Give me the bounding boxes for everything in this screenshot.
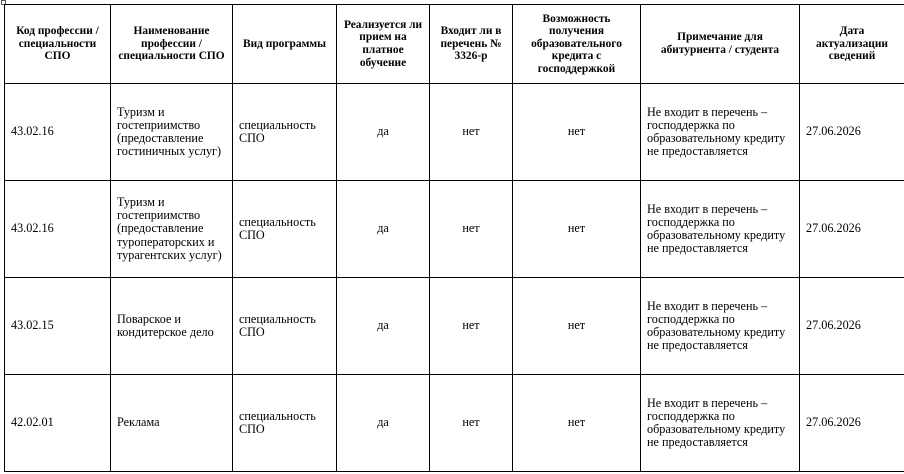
cell-paid: да [337, 375, 430, 472]
programs-table [4, 4, 904, 472]
cell-in-list: нет [430, 375, 513, 472]
cell-code: 43.02.15 [5, 278, 111, 375]
cell-program: специальность СПО [233, 375, 337, 472]
cell-credit: нет [513, 278, 641, 375]
table-row [5, 84, 904, 181]
cell-paid: да [337, 84, 430, 181]
cell-credit: нет [513, 181, 641, 278]
cell-paid: да [337, 278, 430, 375]
header-name: Наименование профессии / специальности СПО [111, 5, 233, 84]
cell-program: специальность СПО [233, 84, 337, 181]
cell-name: Поварское и кондитерское дело [111, 278, 233, 375]
cell-credit: нет [513, 375, 641, 472]
header-program: Вид программы [233, 5, 337, 84]
header-paid: Реализуется ли прием на платное обучение [337, 5, 430, 84]
cell-note: Не входит в перечень – господдержка по образовательному кредиту не предоставляется [641, 84, 800, 181]
cell-program: специальность СПО [233, 181, 337, 278]
table-row [5, 375, 904, 472]
cell-note: Не входит в перечень – господдержка по образовательному кредиту не предоставляется [641, 181, 800, 278]
cell-date: 27.06.2026 [800, 375, 904, 472]
header-row [5, 5, 904, 84]
cell-code: 42.02.01 [5, 375, 111, 472]
cell-note: Не входит в перечень – господдержка по образовательному кредиту не предоставляется [641, 375, 800, 472]
cell-date: 27.06.2026 [800, 278, 904, 375]
cell-in-list: нет [430, 181, 513, 278]
cell-name: Туризм и гостеприимство (предоставление гостиничных услуг) [111, 84, 233, 181]
cell-in-list: нет [430, 84, 513, 181]
cell-date: 27.06.2026 [800, 181, 904, 278]
header-date: Дата актуализации сведений [800, 5, 904, 84]
header-code: Код профессии / специальности СПО [5, 5, 111, 84]
cell-name: Туризм и гостеприимство (предоставление туроператорских и турагентских услуг) [111, 181, 233, 278]
cell-code: 43.02.16 [5, 181, 111, 278]
cell-code: 43.02.16 [5, 84, 111, 181]
header-credit: Возможность получения образовательного кредита с господдержкой [513, 5, 641, 84]
header-note: Примечание для абитуриента / студента [641, 5, 800, 84]
cell-paid: да [337, 181, 430, 278]
header-in-list: Входит ли в перечень № 3326-р [430, 5, 513, 84]
cell-credit: нет [513, 84, 641, 181]
cell-program: специальность СПО [233, 278, 337, 375]
cell-name: Реклама [111, 375, 233, 472]
table-row [5, 278, 904, 375]
cell-in-list: нет [430, 278, 513, 375]
cell-date: 27.06.2026 [800, 84, 904, 181]
table-row [5, 181, 904, 278]
cell-note: Не входит в перечень – господдержка по образовательному кредиту не предоставляется [641, 278, 800, 375]
